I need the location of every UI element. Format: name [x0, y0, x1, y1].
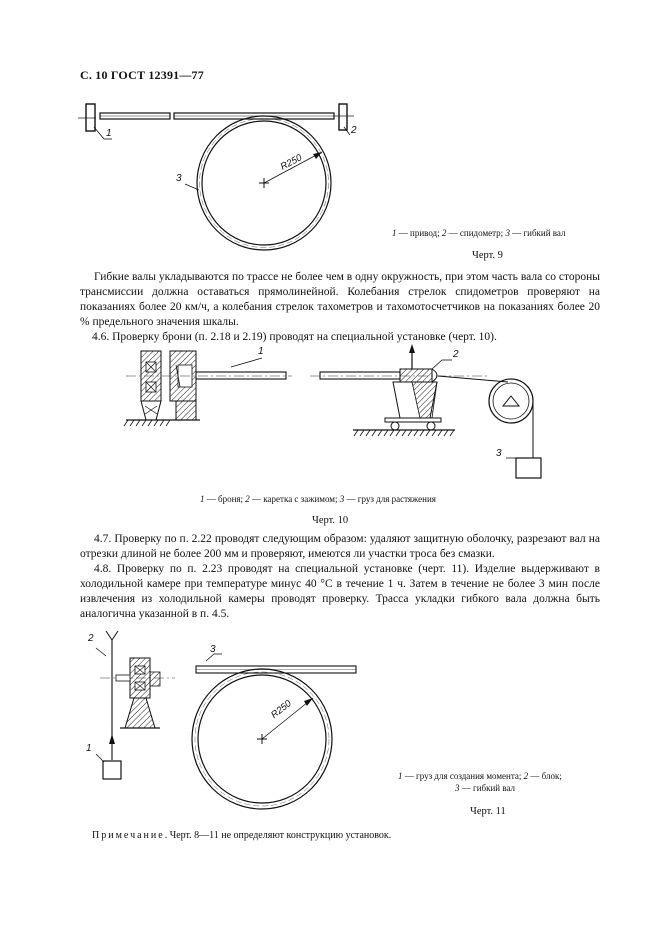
legend-text: — броня; — [204, 494, 246, 504]
note-text: . Черт. 8—11 не определяют конструкцию установок. — [164, 830, 392, 841]
weight-moment — [103, 761, 121, 779]
figure-10-drawing — [0, 340, 661, 500]
text-block-2 — [80, 532, 600, 622]
figure-11-legend-line2 — [455, 783, 515, 793]
legend-text: — гибкий вал — [459, 783, 516, 793]
figure-11-caption: Черт. 11 — [470, 806, 506, 817]
paragraph-4-7: 4.7. Проверку по п. 2.22 проводят следующим образом: удаляют защитную оболочку, разрезают вал на отрезки длиной не более 200 мм и проверяют, имеются ли участки троса без смазки. — [80, 533, 600, 560]
paragraph-4-6: 4.6. Проверку брони (п. 2.18 и 2.19) проводят на специальной установке (черт. 10). — [92, 331, 497, 343]
radius-label: R250 — [269, 698, 294, 721]
legend-text: — привод; — [396, 228, 442, 238]
cable — [438, 376, 508, 382]
legend-num: 3 — [505, 228, 510, 238]
bearing-stand — [141, 401, 161, 420]
legend-num: 2 — [523, 771, 529, 781]
figure-11 — [0, 628, 661, 828]
label-1: 1 — [106, 128, 112, 139]
label-3: 3 — [210, 644, 216, 655]
radius-label: R250 — [278, 152, 304, 173]
figure-11-legend-line1 — [398, 771, 562, 781]
label-1: 1 — [86, 743, 92, 754]
legend-num: 2 — [245, 494, 250, 504]
label-2: 2 — [88, 633, 94, 644]
figure-9-legend — [392, 228, 565, 238]
legend-num: 1 — [392, 228, 397, 238]
figure-9 — [0, 95, 661, 255]
legend-text: — груз для растяжения — [344, 494, 436, 504]
weight — [516, 458, 541, 478]
note-label: Примечание — [92, 830, 165, 841]
legend-num: 3 — [455, 783, 460, 793]
armor-shaft-right — [320, 372, 400, 379]
block-stand — [125, 698, 155, 728]
figure-10 — [0, 340, 661, 500]
drive-block — [86, 104, 95, 131]
paragraph-4-8: 4.8. Проверку по п. 2.23 проводят на специальной установке (черт. 11). Изделие выдерживают в холодильной камере при температуре минус 40 °С в течение 1 ч. Затем в течение не более 3 мин после извлечения из холодильной камеры проводят проверку. Трасса укладки гибкого вала должна быть аналогична указанной в п. 4.5. — [80, 563, 600, 620]
paragraph-shafts: Гибкие валы укладываются по трассе не более чем в одну окружность, при этом часть вала со стороны трансмиссии должна оставаться прямолинейной. Колебания стрелок спидометров проверяют на показаниях более 20 км/ч, а колебания стрелок тахометров и тахомотосчетчиков на показаниях более 20 % предельного значения шкалы. — [80, 271, 600, 328]
label-1: 1 — [258, 346, 264, 357]
legend-text: — гибкий вал — [509, 228, 566, 238]
label-3: 3 — [496, 448, 502, 459]
legend-text: — каретка с зажимом; — [249, 494, 340, 504]
speedometer-block — [339, 104, 347, 130]
page-header: С. 10 ГОСТ 12391—77 — [80, 68, 204, 82]
carriage-clamp — [400, 369, 432, 382]
label-2: 2 — [453, 349, 459, 360]
legend-num: 1 — [200, 494, 205, 504]
legend-text: — груз для создания момента; — [402, 771, 524, 781]
label-3: 3 — [176, 173, 182, 184]
label-2: 2 — [351, 125, 357, 136]
pulley — [489, 379, 533, 423]
text-block-1 — [80, 270, 600, 345]
figure-11-drawing — [0, 628, 661, 828]
figure-10-legend — [200, 494, 436, 504]
armor-shaft-left — [196, 372, 286, 379]
legend-num: 3 — [339, 494, 345, 504]
note — [92, 830, 391, 841]
figure-10-caption: Черт. 10 — [312, 515, 349, 526]
legend-text: — блок; — [528, 771, 562, 781]
figure-9-caption: Черт. 9 — [472, 250, 503, 261]
legend-text: — спидометр; — [446, 228, 506, 238]
legend-num: 1 — [398, 771, 403, 781]
legend-num: 2 — [441, 228, 447, 238]
